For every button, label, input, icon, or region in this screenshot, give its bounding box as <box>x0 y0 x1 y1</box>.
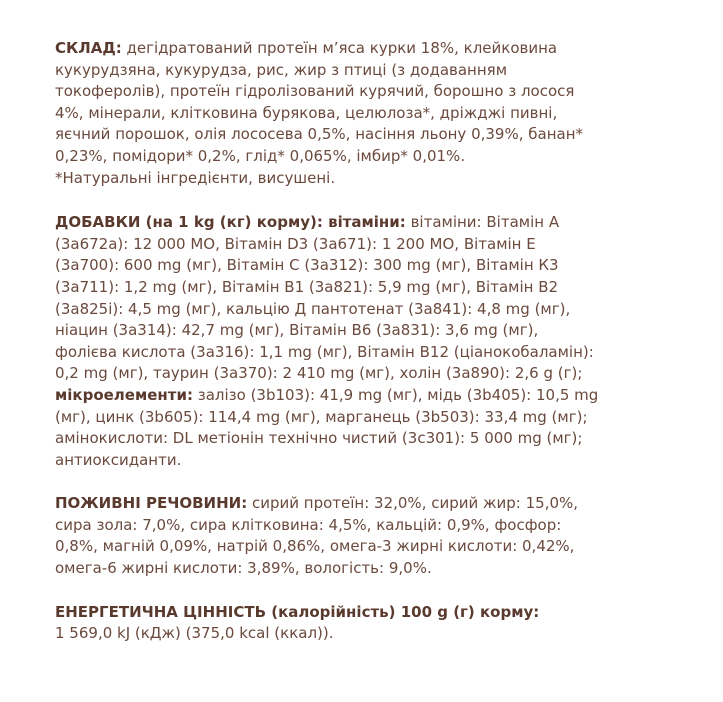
additives-section <box>55 212 655 471</box>
additives-line-7: фолієва кислота (3a316): 1,1 mg (мг), Вітамін В12 (ціанокобаламін): <box>55 342 594 361</box>
composition-line-4: 4%, мінерали, клітковина бурякова, целюлоза*, дріжджі пивні, <box>55 103 558 122</box>
composition-line-2: кукурудзяна, кукурудза, рис, жир з птиці (з додаванням <box>55 60 508 79</box>
nutrients-line-2: сира зола: 7,0%, сира клітковина: 4,5%, кальцій: 0,9%, фосфор: <box>55 515 562 534</box>
energy-value: 1 569,0 kJ (кДж) (375,0 kcal (ккал)). <box>55 624 334 643</box>
additives-line-10: (мг), цинк (3b605): 114,4 mg (мг), марганець (3b503): 33,4 mg (мг); <box>55 407 588 426</box>
nutrients-line-3: 0,8%, магній 0,09%, натрій 0,86%, омега-3 жирні кислоти: 0,42%, <box>55 537 575 556</box>
composition-footnote: *Натуральні інгредієнти, висушені. <box>55 168 336 187</box>
composition-section <box>55 38 655 189</box>
nutrients-line-1: ПОЖИВНІ РЕЧОВИНИ: сирий протеїн: 32,0%, сирий жир: 15,0%, <box>55 494 579 513</box>
energy-section <box>55 602 655 645</box>
additives-heading: ДОБАВКИ (на 1 kg (кг) корму): <box>55 213 323 232</box>
nutrients-heading: ПОЖИВНІ РЕЧОВИНИ: <box>55 494 248 513</box>
composition-line-1: СКЛАД: дегідратований протеїн м’яса курки 18%, клейковина <box>55 39 558 57</box>
additives-line-12: антиоксиданти. <box>55 450 182 469</box>
composition-line-5: яєчний порошок, олія лососева 0,5%, насіння льону 0,39%, банан* <box>55 125 584 144</box>
additives-line-5: (3a825i): 4,5 mg (мг), кальцію Д пантотенат (3a841): 4,8 mg (мг), <box>55 299 571 318</box>
additives-line-2: (3a672a): 12 000 МО, Вітамін D3 (3a671): 1 200 МО, Вітамін Е <box>55 234 536 253</box>
micro-label: мікроелементи: <box>55 385 193 404</box>
composition-heading: СКЛАД: <box>55 39 122 57</box>
additives-line-4: (3a711): 1,2 mg (мг), Вітамін В1 (3a821): 5,9 mg (мг), Вітамін В2 <box>55 277 559 296</box>
energy-heading: ЕНЕРГЕТИЧНА ЦІННІСТЬ (калорійність) 100 g (г) корму: <box>55 602 540 621</box>
additives-line-9: мікроелементи: залізо (3b103): 41,9 mg (мг), мідь (3b405): 10,5 mg <box>55 385 599 404</box>
additives-line-3: (3a700): 600 mg (мг), Вітамін С (3a312): 300 mg (мг), Вітамін К3 <box>55 256 559 275</box>
nutrients-section <box>55 493 655 579</box>
composition-line-6: 0,23%, помідори* 0,2%, глід* 0,065%, імбир* 0,01%. <box>55 146 466 165</box>
label-text <box>55 38 655 645</box>
additives-line-11: амінокислоти: DL метіонін технічно чистий (3c301): 5 000 mg (мг); <box>55 429 583 448</box>
nutrients-line-4: омега-6 жирні кислоти: 3,89%, вологість: 9,0%. <box>55 559 432 578</box>
vitamins-label: вітаміни: <box>322 213 406 232</box>
additives-line-6: ніацин (3a314): 42,7 mg (мг), Вітамін В6 (3a831): 3,6 mg (мг), <box>55 321 539 340</box>
additives-line-1: ДОБАВКИ (на 1 kg (кг) корму): вітаміни: вітаміни: Вітамін А <box>55 213 560 232</box>
additives-line-8: 0,2 mg (мг), таурин (3a370): 2 410 mg (мг), холін (3a890): 2,6 g (г); <box>55 364 583 383</box>
composition-line-3: токоферолів), протеїн гідролізований курячий, борошно з лосося <box>55 82 575 101</box>
